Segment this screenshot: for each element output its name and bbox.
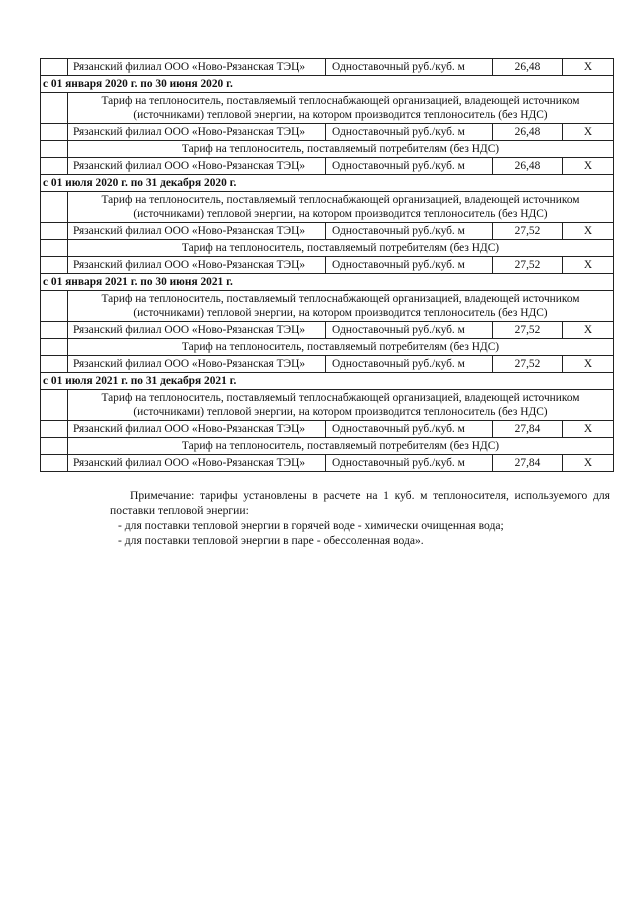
tariff-value-cell: 27,84 — [493, 421, 563, 438]
period-row — [41, 373, 614, 390]
tariff-header-row — [41, 93, 614, 124]
organization-cell: Рязанский филиал ООО «Ново-Рязанская ТЭЦ» — [68, 421, 326, 438]
period-label: с 01 июля 2020 г. по 31 декабря 2020 г. — [41, 175, 614, 192]
tariff-value-cell: 26,48 — [493, 59, 563, 76]
tariff-header-row — [41, 390, 614, 421]
row-index-cell — [41, 158, 68, 175]
organization-cell: Рязанский филиал ООО «Ново-Рязанская ТЭЦ» — [68, 223, 326, 240]
rate-type-cell: Одноставочный руб./куб. м — [326, 421, 493, 438]
period-label: с 01 июля 2021 г. по 31 декабря 2021 г. — [41, 373, 614, 390]
rate-type-cell: Одноставочный руб./куб. м — [326, 124, 493, 141]
organization-cell: Рязанский филиал ООО «Ново-Рязанская ТЭЦ» — [68, 158, 326, 175]
rate-type-cell: Одноставочный руб./куб. м — [326, 223, 493, 240]
row-index-cell — [41, 455, 68, 472]
row-index-cell — [41, 192, 68, 223]
row-index-cell — [41, 291, 68, 322]
note-item-hot-water: - для поставки тепловой энергии в горячей воде - химически очищенная вода; — [118, 519, 504, 532]
row-index-cell — [41, 322, 68, 339]
tariff-header-text: Тариф на теплоноситель, поставляемый теплоснабжающей организацией, владеющей источником (источниками) тепловой энергии, на котором производится теплоноситель (без НДС) — [68, 93, 614, 124]
rate-type-cell: Одноставочный руб./куб. м — [326, 322, 493, 339]
tariff-header-row — [41, 192, 614, 223]
row-index-cell — [41, 240, 68, 257]
row-index-cell — [41, 59, 68, 76]
tariff-header-row — [41, 141, 614, 158]
tariff-header-row — [41, 339, 614, 356]
mark-cell: X — [563, 356, 614, 373]
row-index-cell — [41, 124, 68, 141]
tariff-value-cell: 26,48 — [493, 124, 563, 141]
note-block — [110, 488, 610, 548]
period-row — [41, 274, 614, 291]
row-index-cell — [41, 339, 68, 356]
period-row — [41, 175, 614, 192]
tariff-header-text: Тариф на теплоноситель, поставляемый теплоснабжающей организацией, владеющей источником (источниками) тепловой энергии, на котором производится теплоноситель (без НДС) — [68, 192, 614, 223]
organization-cell: Рязанский филиал ООО «Ново-Рязанская ТЭЦ» — [68, 59, 326, 76]
tariff-value-cell: 27,52 — [493, 322, 563, 339]
tariff-header-text: Тариф на теплоноситель, поставляемый теплоснабжающей организацией, владеющей источником (источниками) тепловой энергии, на котором производится теплоноситель (без НДС) — [68, 291, 614, 322]
period-label: с 01 января 2020 г. по 30 июня 2020 г. — [41, 76, 614, 93]
table-row — [41, 158, 614, 175]
rate-type-cell: Одноставочный руб./куб. м — [326, 356, 493, 373]
tariff-value-cell: 27,52 — [493, 257, 563, 274]
row-index-cell — [41, 438, 68, 455]
tariff-table — [40, 58, 614, 472]
tariff-header-row — [41, 240, 614, 257]
tariff-value-cell: 26,48 — [493, 158, 563, 175]
tariff-header-text: Тариф на теплоноситель, поставляемый теплоснабжающей организацией, владеющей источником (источниками) тепловой энергии, на котором производится теплоноситель (без НДС) — [68, 390, 614, 421]
rate-type-cell: Одноставочный руб./куб. м — [326, 59, 493, 76]
tariff-header-text: Тариф на теплоноситель, поставляемый потребителям (без НДС) — [68, 339, 614, 356]
mark-cell: X — [563, 257, 614, 274]
table-row — [41, 455, 614, 472]
mark-cell: X — [563, 124, 614, 141]
table-row — [41, 421, 614, 438]
tariff-table-body — [41, 59, 614, 472]
mark-cell: X — [563, 455, 614, 472]
rate-type-cell: Одноставочный руб./куб. м — [326, 158, 493, 175]
table-row — [41, 223, 614, 240]
row-index-cell — [41, 390, 68, 421]
organization-cell: Рязанский филиал ООО «Ново-Рязанская ТЭЦ» — [68, 356, 326, 373]
note-paragraph: Примечание: тарифы установлены в расчете на 1 куб. м теплоносителя, используемого для поставки тепловой энергии: — [110, 489, 610, 517]
tariff-value-cell: 27,52 — [493, 356, 563, 373]
tariff-value-cell: 27,52 — [493, 223, 563, 240]
row-index-cell — [41, 257, 68, 274]
organization-cell: Рязанский филиал ООО «Ново-Рязанская ТЭЦ» — [68, 124, 326, 141]
rate-type-cell: Одноставочный руб./куб. м — [326, 455, 493, 472]
note-item-steam: - для поставки тепловой энергии в паре - обессоленная вода». — [118, 534, 424, 547]
organization-cell: Рязанский филиал ООО «Ново-Рязанская ТЭЦ» — [68, 257, 326, 274]
mark-cell: X — [563, 59, 614, 76]
organization-cell: Рязанский филиал ООО «Ново-Рязанская ТЭЦ» — [68, 322, 326, 339]
row-index-cell — [41, 93, 68, 124]
tariff-header-text: Тариф на теплоноситель, поставляемый потребителям (без НДС) — [68, 240, 614, 257]
period-row — [41, 76, 614, 93]
table-row — [41, 322, 614, 339]
tariff-header-row — [41, 438, 614, 455]
tariff-header-row — [41, 291, 614, 322]
table-row — [41, 124, 614, 141]
tariff-value-cell: 27,84 — [493, 455, 563, 472]
period-label: с 01 января 2021 г. по 30 июня 2021 г. — [41, 274, 614, 291]
table-row — [41, 59, 614, 76]
mark-cell: X — [563, 158, 614, 175]
tariff-header-text: Тариф на теплоноситель, поставляемый потребителям (без НДС) — [68, 141, 614, 158]
row-index-cell — [41, 421, 68, 438]
mark-cell: X — [563, 421, 614, 438]
table-row — [41, 257, 614, 274]
row-index-cell — [41, 356, 68, 373]
rate-type-cell: Одноставочный руб./куб. м — [326, 257, 493, 274]
table-row — [41, 356, 614, 373]
tariff-header-text: Тариф на теплоноситель, поставляемый потребителям (без НДС) — [68, 438, 614, 455]
mark-cell: X — [563, 223, 614, 240]
row-index-cell — [41, 141, 68, 158]
row-index-cell — [41, 223, 68, 240]
organization-cell: Рязанский филиал ООО «Ново-Рязанская ТЭЦ» — [68, 455, 326, 472]
mark-cell: X — [563, 322, 614, 339]
